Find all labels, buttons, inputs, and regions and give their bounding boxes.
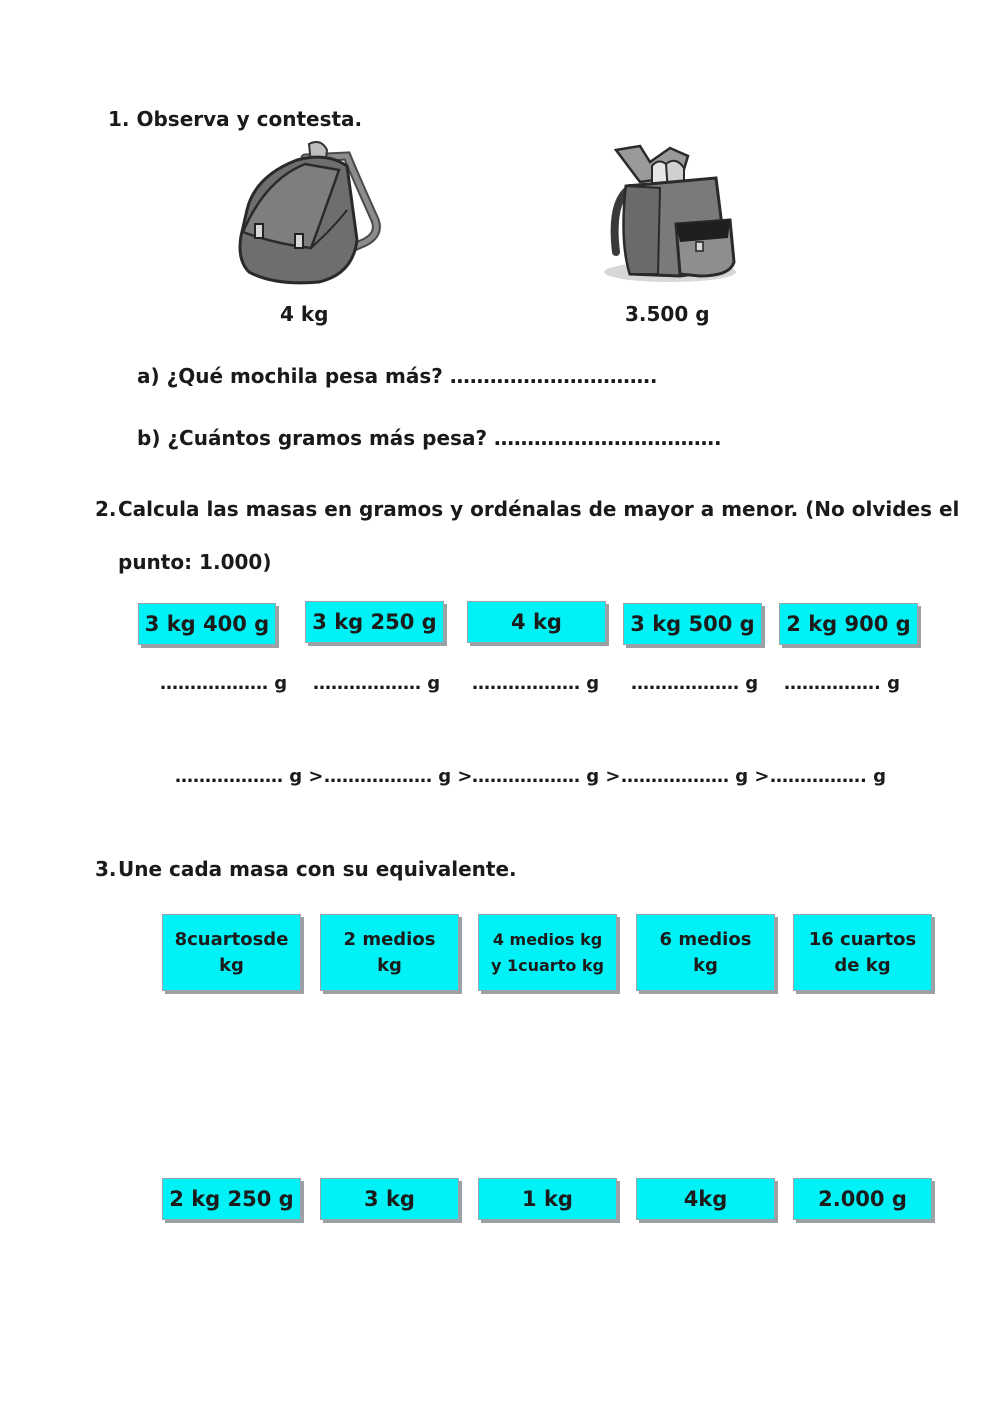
q2-answer-blank[interactable]: ……………… g xyxy=(313,673,441,694)
q2-number: 2. xyxy=(95,497,117,521)
q1-question-b-end: . xyxy=(714,426,722,450)
q3-fraction-line1: 6 medios xyxy=(659,929,752,951)
q3-number: 3. xyxy=(95,857,117,881)
q3-mass-box[interactable]: 2.000 g xyxy=(793,1178,932,1220)
q2-order-blank[interactable]: ……………… g > xyxy=(621,766,770,787)
q3-fraction-box[interactable] xyxy=(478,914,617,991)
q3-fraction-line1: 16 cuartos xyxy=(808,929,917,951)
q2-answer-blank[interactable]: ……………… g xyxy=(631,673,759,694)
q1-question-b-text: b) ¿Cuántos gramos más pesa? …………………………… xyxy=(137,426,715,450)
q1-question-a-text: a) ¿Qué mochila pesa más? ………………………… xyxy=(137,364,650,388)
q3-fraction-line2: kg xyxy=(377,954,402,976)
q1-heading: 1. Observa y contesta. xyxy=(108,107,363,131)
q2-heading-line2: punto: 1.000) xyxy=(118,550,272,574)
q2-answer-blank[interactable]: ……………. g xyxy=(784,673,900,694)
q2-answer-blank[interactable]: ……………… g xyxy=(160,673,288,694)
bag2-weight: 3.500 g xyxy=(625,302,710,326)
q1-question-b xyxy=(137,426,722,450)
bag1-weight: 4 kg xyxy=(280,302,329,326)
q3-fraction-box[interactable] xyxy=(636,914,775,991)
q3-mass-box[interactable]: 4kg xyxy=(636,1178,775,1220)
q2-heading-line1: Calcula las masas en gramos y ordénalas de mayor a menor. (No olvides el xyxy=(118,497,960,521)
q1-question-a xyxy=(137,364,657,388)
q2-order-blank[interactable]: ……………. g xyxy=(770,766,886,787)
q3-mass-box[interactable]: 3 kg xyxy=(320,1178,459,1220)
q2-mass-box: 3 kg 500 g xyxy=(623,603,762,645)
q2-order-blank[interactable]: ……………… g > xyxy=(324,766,473,787)
q3-mass-box[interactable]: 1 kg xyxy=(478,1178,617,1220)
q2-answer-blank[interactable]: ……………… g xyxy=(472,673,600,694)
q2-order-blank[interactable]: ……………… g > xyxy=(472,766,621,787)
q3-fraction-line1: 4 medios kg xyxy=(492,929,603,949)
backpack-open-icon xyxy=(600,142,740,287)
q3-fraction-line2: de kg xyxy=(834,954,891,976)
q3-fraction-box[interactable] xyxy=(320,914,459,991)
q3-heading: Une cada masa con su equivalente. xyxy=(118,857,517,881)
q2-mass-box: 3 kg 250 g xyxy=(305,601,444,643)
backpack-closed-icon xyxy=(235,140,385,290)
q2-order-blank[interactable]: ……………… g > xyxy=(175,766,324,787)
q3-fraction-line2: y 1cuarto kg xyxy=(491,955,604,975)
q3-fraction-line1: 2 medios xyxy=(343,929,436,951)
q1-question-a-end: . xyxy=(649,364,658,388)
q3-fraction-box[interactable] xyxy=(162,914,301,991)
q3-fraction-box[interactable] xyxy=(793,914,932,991)
q2-mass-box: 3 kg 400 g xyxy=(138,603,276,645)
q2-mass-box: 2 kg 900 g xyxy=(779,603,918,645)
q2-mass-box: 4 kg xyxy=(467,601,606,643)
q3-fraction-line2: kg xyxy=(219,954,244,976)
q3-mass-box[interactable]: 2 kg 250 g xyxy=(162,1178,301,1220)
q3-fraction-line2: kg xyxy=(693,954,718,976)
q3-fraction-line1: 8cuartosde xyxy=(174,929,289,951)
